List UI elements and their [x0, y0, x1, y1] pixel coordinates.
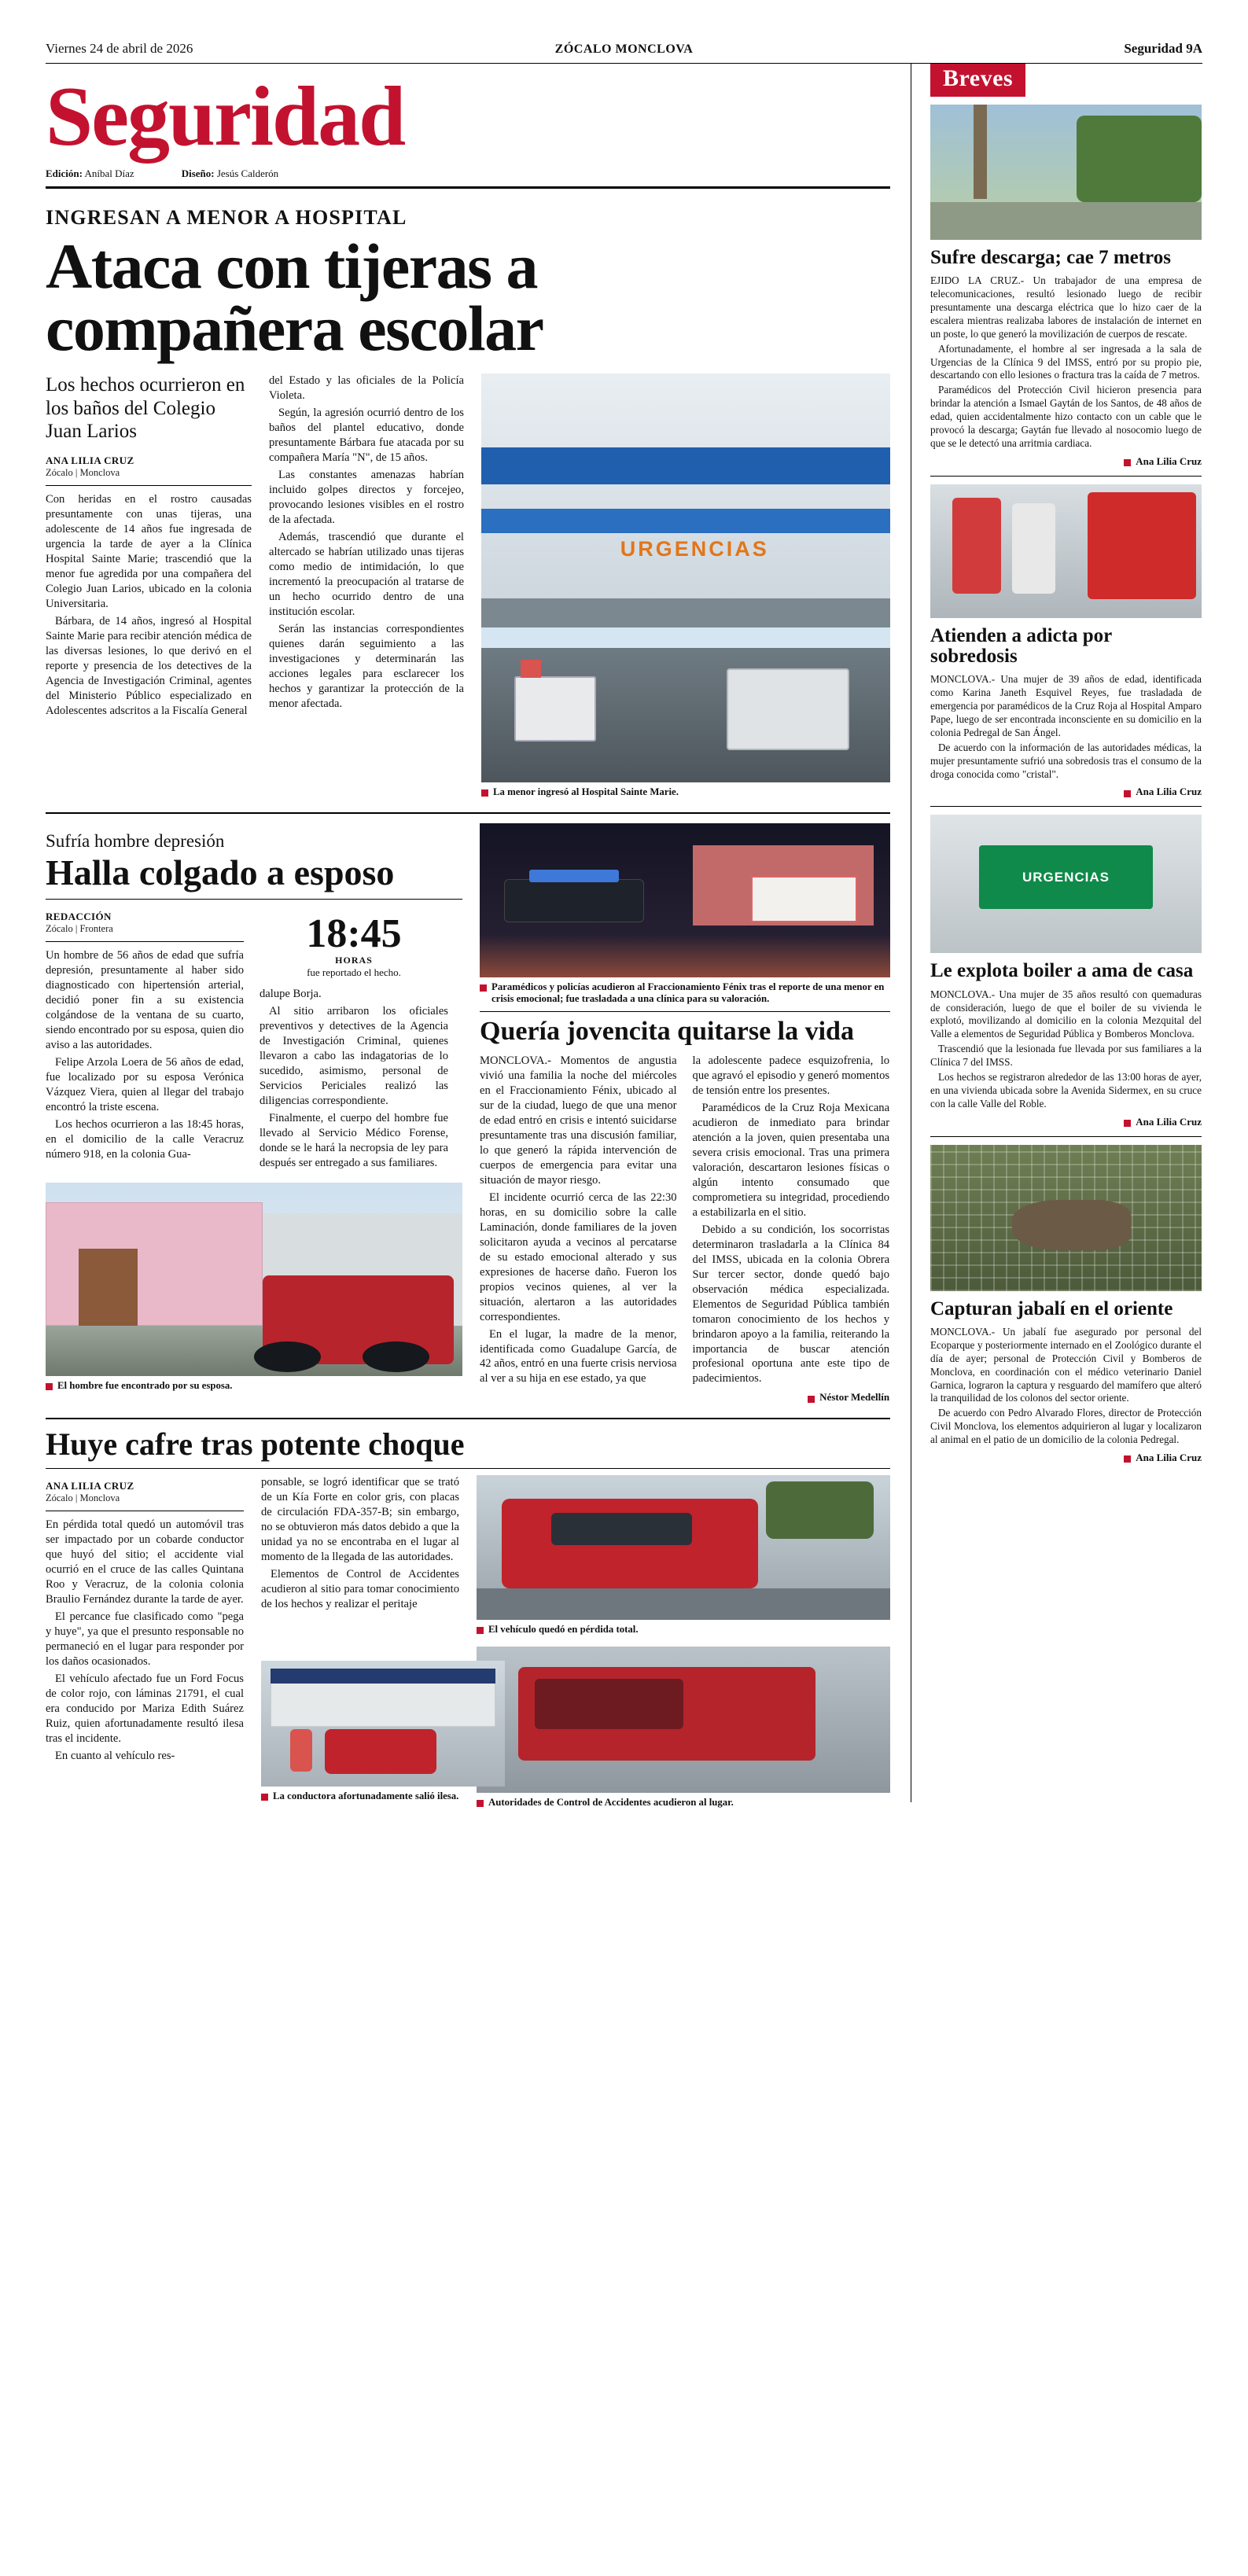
- story2-column-1: [46, 906, 244, 1173]
- story4-paragraph: Elementos de Control de Accidentes acudieron al sitio para tomar conocimiento de los hechos y realizar el peritaje: [261, 1568, 459, 1611]
- caption-bullet-icon: [261, 1794, 268, 1801]
- story4-caption-left: [261, 1787, 505, 1802]
- story2-headline: Halla colgado a esposo: [46, 852, 395, 893]
- lead-byline-rule: [46, 485, 252, 486]
- rail-divider: [930, 476, 1202, 477]
- breves-rail: [911, 64, 1202, 1802]
- breves-tab-wrap: [930, 64, 1202, 97]
- breve-photo-1: [930, 105, 1202, 240]
- caption-text: El vehículo quedó en pérdida total.: [488, 1624, 639, 1636]
- caption-text: Paramédicos y policías acudieron al Fraccionamiento Fénix tras el reporte de una menor en crisis emocional; fue trasladada a una clínica para su valoración.: [491, 981, 885, 1005]
- caption-text: Autoridades de Control de Accidentes acudieron al lugar.: [488, 1797, 734, 1809]
- story4-photo-top: [477, 1475, 890, 1620]
- lead-kicker: INGRESAN A MENOR A HOSPITAL: [46, 206, 407, 229]
- story2-paragraph: Felipe Arzola Loera de 56 años de edad, fue localizado por su esposa Verónica Vázquez Viera, quien al llegar del trabajo encontró la triste escena.: [46, 1056, 244, 1114]
- breve-paragraph: Trascendió que la lesionada fue llevada por sus familiares a la Clínica 7 del IMSS.: [930, 1043, 1202, 1069]
- hospital-sign-text: URGENCIAS: [620, 537, 769, 561]
- pole-scene-photo-art: [930, 105, 1202, 240]
- publication-date: Viernes 24 de abril de 2026: [46, 41, 193, 56]
- breve-title: Atienden a adicta por sobredosis: [930, 624, 1112, 668]
- signature-bullet-icon: [1124, 459, 1131, 466]
- story2-paragraph: Un hombre de 56 años de edad que sufría depresión, presuntamente al haber sido diagnosticado con hipertensión arterial, decidió poner fin a su existencia colgándose de la ventana de su cuarto, siendo encontrado por su esposa, quien dio aviso a las autoridades.: [46, 949, 244, 1052]
- story4-paragraph: En pérdida total quedó un automóvil tras ser impactado por un cobarde conductor que huyó del sitio; el accidente vial ocurrió en el cruce de las calles Quintana Roo y Veracruz, de la colonia colonia Braulio Fernández durante la tarde de ayer.: [46, 1518, 244, 1606]
- section-divider: [46, 1418, 890, 1419]
- story3-block: [480, 823, 890, 1404]
- lead-column-1: [46, 374, 252, 798]
- story3-paragraph: En el lugar, la madre de la menor, identificada como Guadalupe García, de 42 años, entró en una fuerte crisis nerviosa al ver a su hija en ese estado, ya que: [480, 1327, 677, 1386]
- page-topbar: [46, 41, 1202, 63]
- lead-paragraph: Serán las instancias correspondientes quienes darán seguimiento a las investigaciones y determinarán las acciones legales para esclarecer los hechos y garantizar la protección de la menor afectada.: [269, 622, 464, 710]
- story2-paragraph: Los hechos ocurrieron a las 18:45 horas, en el domicilio de la calle Veracruz número 918, en la colonia Gua-: [46, 1118, 244, 1161]
- signature-text: Néstor Medellín: [819, 1391, 890, 1404]
- story3-headline: Quería jovencita quitarse la vida: [480, 1017, 854, 1047]
- lead-photo-block: [481, 374, 890, 798]
- breve-item: [930, 1145, 1202, 1464]
- story2-time: 18:45: [306, 911, 402, 957]
- breve-paragraph: EJIDO LA CRUZ.- Un trabajador de una empresa de telecomunicaciones, resultó lesionado luego de recibir presuntamente una descarga eléctrica que lo hizo caer de la escalera mientras realizaba labores de instalación de internet en un poste, lo que generó la movilización de cuerpos de rescate.: [930, 274, 1202, 340]
- story4-headline: Huye cafre tras potente choque: [46, 1426, 465, 1463]
- lead-photo-caption: [481, 782, 890, 798]
- breve-paragraph: MONCLOVA.- Un jabalí fue asegurado por personal del Ecoparque y posteriormente internado en el Zoológico durante el día de ayer; personal de Protección Civil y Bomberos de Monclova, en coordinación con el médico veterinario Daniel Garnica, lograron la captura y resguardo del mamífero que alteró la tranquilidad de los colonos del sector oriente.: [930, 1325, 1202, 1404]
- signature-text: Ana Lilia Cruz: [1136, 454, 1202, 467]
- lead-grid: [46, 374, 890, 798]
- breve-title: Le explota boiler a ama de casa: [930, 960, 1194, 982]
- signature-bullet-icon: [1124, 1120, 1131, 1127]
- edition-credit: [46, 167, 134, 180]
- breve-paragraph: Los hechos se registraron alrededor de las 13:00 horas de ayer, en una vivienda ubicada sobre la Avenida Sidermex, en su cruce con la calle Valle del Roble.: [930, 1071, 1202, 1110]
- lead-paragraph: Bárbara, de 14 años, ingresó al Hospital Sainte Marie para recibir atención médica de las diversas lesiones, lo que derivó en el reporte y presencia de los detectives de la Agencia de Investigación Criminal, agentes del Ministerio Público especializado en Adolescentes adscritos a la Fiscalía General: [46, 614, 252, 717]
- masthead-credits: [46, 167, 890, 180]
- lead-paragraph: Las constantes amenazas habrían incluido golpes directos y forcejeo, provocando lesiones visibles en el rostro de la afectada.: [269, 469, 464, 527]
- story2-time-sub: fue reportado el hecho.: [307, 966, 401, 979]
- story3-rule: [480, 1011, 890, 1012]
- house-photo-art: [46, 1183, 462, 1376]
- lead-deck: Los hechos ocurrieron en los baños del Colegio Juan Larios: [46, 374, 245, 443]
- caption-bullet-icon: [481, 789, 488, 797]
- story3-paragraph: Debido a su condición, los socorristas determinaron trasladarla a la Clínica 84 del IMSS, ubicada en la colonia Obrera Sur tercer sector, donde quedó bajo observación médica especializada. Elementos de Seguridad Pública también tomaron conocimiento de los hechos y brindaron apoyo a la familia, reiterando la importancia de buscar atención profesional oportuna ante este tipo de padecimientos.: [692, 1223, 890, 1386]
- street-photo-art: [261, 1661, 505, 1787]
- patrol-truck-shape: [727, 668, 849, 750]
- breve-paragraph: Afortunadamente, el hombre al ser ingresada a la sala de Urgencias de la Clínica 9 del IMSS, entró por su propio pie, descartando con ello lesiones o fractura tras la caída de 7 metros.: [930, 342, 1202, 381]
- story2-column-2: [260, 906, 448, 1173]
- lead-paragraph: Según, la agresión ocurrió dentro de los baños del plantel educativo, donde presuntamente Bárbara fue atacada por su compañera María "N", de 15 años.: [269, 407, 464, 465]
- story4-photo-column: [477, 1475, 890, 1809]
- design-name: Jesús Calderón: [216, 167, 279, 179]
- page-body: [46, 64, 1202, 1809]
- section-divider: [46, 812, 890, 814]
- story2-byline: REDACCIÓN: [46, 911, 112, 923]
- publication-name: ZÓCALO MONCLOVA: [554, 42, 694, 56]
- lead-paragraph: del Estado y las oficiales de la Policía Violeta.: [269, 374, 464, 403]
- signature-text: Ana Lilia Cruz: [1136, 1451, 1202, 1463]
- caption-bullet-icon: [480, 984, 487, 992]
- rail-divider: [930, 806, 1202, 807]
- caption-bullet-icon: [477, 1627, 484, 1634]
- story2-rule: [46, 899, 462, 900]
- story2-paragraph: dalupe Borja.: [260, 988, 322, 1001]
- signature-text: Ana Lilia Cruz: [1136, 786, 1202, 798]
- lead-byline-sub: Zócalo | Monclova: [46, 466, 120, 478]
- story2-paragraph: Finalmente, el cuerpo del hombre fue llevado al Servicio Médico Forense, donde se le hará la necropsia de ley para después ser entregado a sus familiares.: [260, 1112, 448, 1170]
- edition-name: Aníbal Díaz: [84, 167, 134, 179]
- story4-photo-left-wrap: [261, 1661, 505, 1802]
- urgencias-sign-photo-art: [930, 815, 1202, 953]
- lead-paragraph: Además, trascendió que durante el altercado se habrían utilizado unas tijeras como medio de intimidación, lo que incrementó la preocupación al tratarse de un hecho ocurrido dentro de una institución escolar.: [269, 531, 464, 618]
- story2-block: [46, 823, 462, 1404]
- story3-paragraph: Paramédicos de la Cruz Roja Mexicana acudieron de inmediato para brindar atención a la joven, quien presentaba una severa crisis emocional. Tras una primera valoración, descartaron lesiones físicas o algún intento consumado que comprometiera su integridad, procediendo a estabilizarla en el sitio.: [692, 1102, 890, 1219]
- lead-column-2: [269, 374, 464, 798]
- ambulance-shape: [514, 676, 596, 742]
- lead-paragraph: Con heridas en el rostro causadas presuntamente con unas tijeras, una adolescente de 14 años fue ingresada de urgencia la tarde de ayer a la Clínica Hospital Sainte Marie; trascendió que la menor fue agredida por una compañera del Colegio Juan Larios, ubicado en la colonia Universitaria.: [46, 492, 252, 610]
- caption-text: El hombre fue encontrado por su esposa.: [57, 1380, 233, 1392]
- breve-item: [930, 105, 1202, 468]
- caption-text: La menor ingresó al Hospital Sainte Marie.: [493, 786, 679, 798]
- breve-photo-3: [930, 815, 1202, 953]
- rear-damage-photo-art: [477, 1647, 890, 1793]
- breve-signature: [930, 786, 1202, 798]
- lead-byline: ANA LILIA CRUZ: [46, 454, 134, 466]
- breve-title: Sufre descarga; cae 7 metros: [930, 247, 1171, 268]
- story4-rule: [46, 1468, 890, 1469]
- breve-signature: [930, 455, 1202, 468]
- story4-paragraph: El vehículo afectado fue un Ford Focus de color rojo, con láminas 21791, el cual era conducido por Mariza Edith Suárez Ruiz, quien afortunadamente resultó ilesa tras el incidente.: [46, 1673, 244, 1745]
- story3-paragraph: El incidente ocurrió cerca de las 22:30 horas, en su domicilio sobre la calle Laminación, donde familiares de la joven solicitaron ayuda a vecinos al percatarse de su estado emocional alterado y sus expresiones de hacerse daño. Fueron los propios vecinos quienes, al ver la situación, alertaron a las autoridades correspondientes.: [480, 1190, 677, 1323]
- story3-photo-caption: [480, 977, 890, 1005]
- signature-bullet-icon: [1124, 1455, 1131, 1463]
- breve-signature: [930, 1116, 1202, 1128]
- story4-photo-right: [477, 1647, 890, 1793]
- story2-photo-caption: [46, 1376, 462, 1392]
- urgencias-sign-text: URGENCIAS: [979, 845, 1153, 909]
- breve-photo-2: [930, 484, 1202, 618]
- breve-paragraph: MONCLOVA.- Una mujer de 35 años resultó con quemaduras de consideración, luego de que el boiler de su vivienda le explotó, movilizando al domicilio en la colonia Mezquital del Valle a elementos de Seguridad Pública y Bomberos Monclova.: [930, 988, 1202, 1040]
- story3-paragraph: la adolescente padece esquizofrenia, lo que agravó el episodio y generó momentos de tensión entre los presentes.: [692, 1054, 890, 1098]
- design-credit: [182, 167, 279, 180]
- story4-paragraph: ponsable, se logró identificar que se trató de un Kía Forte en color gris, con placas de circulación FDA-357-B; sin embargo, no se obtuvieron más datos debido a que la unidad ya no se encontraba en el lugar al momento de la llegada de las autoridades.: [261, 1476, 459, 1564]
- lead-headline-line1: Ataca con tijeras a: [46, 230, 538, 302]
- story2-kicker: Sufría hombre depresión: [46, 831, 225, 852]
- rail-divider: [930, 1136, 1202, 1137]
- story4-byline: ANA LILIA CRUZ: [46, 1480, 134, 1492]
- caption-bullet-icon: [46, 1383, 53, 1390]
- story3-column-2: [693, 1054, 890, 1404]
- signature-text: Ana Lilia Cruz: [1136, 1115, 1202, 1128]
- signature-bullet-icon: [808, 1396, 815, 1403]
- lead-headline: [46, 230, 890, 364]
- lead-photo: [481, 374, 890, 782]
- night-scene-photo-art: [480, 823, 890, 977]
- breve-item: [930, 484, 1202, 799]
- section-label: Seguridad 9A: [1124, 41, 1202, 56]
- story2-byline-rule: [46, 941, 244, 942]
- story2-photo: [46, 1183, 462, 1376]
- lead-headline-line2: compañera escolar: [46, 292, 543, 364]
- breve-paragraph: De acuerdo con la información de las autoridades médicas, la mujer presuntamente sufrió una sobredosis tras el consumo de la droga conocida como "cristal".: [930, 741, 1202, 780]
- hospital-photo-art: [481, 374, 890, 782]
- story4-paragraph: El percance fue clasificado como "pega y huye", ya que el presunto responsable no permaneció en el lugar para responder por los daños ocasionados.: [46, 1610, 244, 1669]
- second-row: [46, 823, 890, 1404]
- edition-label: Edición:: [46, 167, 83, 179]
- masthead-title: Seguridad: [46, 70, 405, 164]
- breve-signature: [930, 1452, 1202, 1464]
- breves-tab-label: Breves: [930, 64, 1025, 97]
- story3-signature: [693, 1391, 890, 1404]
- breve-title: Capturan jabalí en el oriente: [930, 1297, 1173, 1319]
- signature-bullet-icon: [1124, 790, 1131, 797]
- caption-text: La conductora afortunadamente salió ilesa.: [273, 1790, 459, 1802]
- design-label: Diseño:: [181, 167, 215, 179]
- masthead-rule: [46, 186, 890, 189]
- breve-paragraph: De acuerdo con Pedro Alvarado Flores, director de Protección Civil Monclova, los elementos adquirieron al lugar y localizaron al animal en el patio de un domicilio de la colonia Pedregal.: [930, 1407, 1202, 1446]
- story2-byline-sub: Zócalo | Frontera: [46, 923, 113, 935]
- paramedics-photo-art: [930, 484, 1202, 618]
- story3-column-1: [480, 1054, 677, 1404]
- story3-paragraph: MONCLOVA.- Momentos de angustia vivió una familia la noche del miércoles en el Fraccionamiento Fénix, ubicado al sur de la ciudad, luego de que una menor de edad entró en crisis e intentó suicidarse presuntamente tras una discusión familiar, lo que generó la rápida intervención de cuerpos de emergencia para evitar una situación de mayor riesgo.: [480, 1054, 677, 1187]
- story4-caption-top: [477, 1620, 890, 1636]
- story2-paragraph: Al sitio arribaron los oficiales preventivos y detectives de la Agencia de Investigación Criminal, quienes llevaron a cabo las indagatorias de lo sucedido, asimismo, personal de Servicios Periciales realizó las diligencias correspondiente.: [260, 1005, 448, 1108]
- story3-photo: [480, 823, 890, 977]
- main-column: [46, 64, 911, 1809]
- story4-paragraph: En cuanto al vehículo res-: [55, 1749, 175, 1762]
- breve-item: [930, 815, 1202, 1128]
- breve-paragraph: MONCLOVA.- Una mujer de 39 años de edad, identificada como Karina Janeth Esquivel Reyes, fue trasladada de emergencia por paramédicos de la Cruz Roja al Hospital Amparo Pape, luego de ser encontrada inconsciente en su domicilio en la colonia Pedregal de San Ángel.: [930, 673, 1202, 738]
- breve-photo-4: [930, 1145, 1202, 1291]
- breve-paragraph: Paramédicos del Protección Civil hicieron presencia para brindar la atención a Ismael Gaytán de los Santos, de 48 años de edad, quien accidentalmente hizo contacto con un cable que le provocó la descarga; Gaytán fue llevado al nosocomio luego de que se le detectó una arritmia cardiaca.: [930, 384, 1202, 449]
- story2-time-label: HORAS: [335, 955, 373, 966]
- story4-block: [46, 1426, 890, 1809]
- story4-byline-sub: Zócalo | Monclova: [46, 1492, 120, 1504]
- boar-photo-art: [930, 1145, 1202, 1291]
- story4-photo-left: [261, 1661, 505, 1787]
- crash-photo-art: [477, 1475, 890, 1620]
